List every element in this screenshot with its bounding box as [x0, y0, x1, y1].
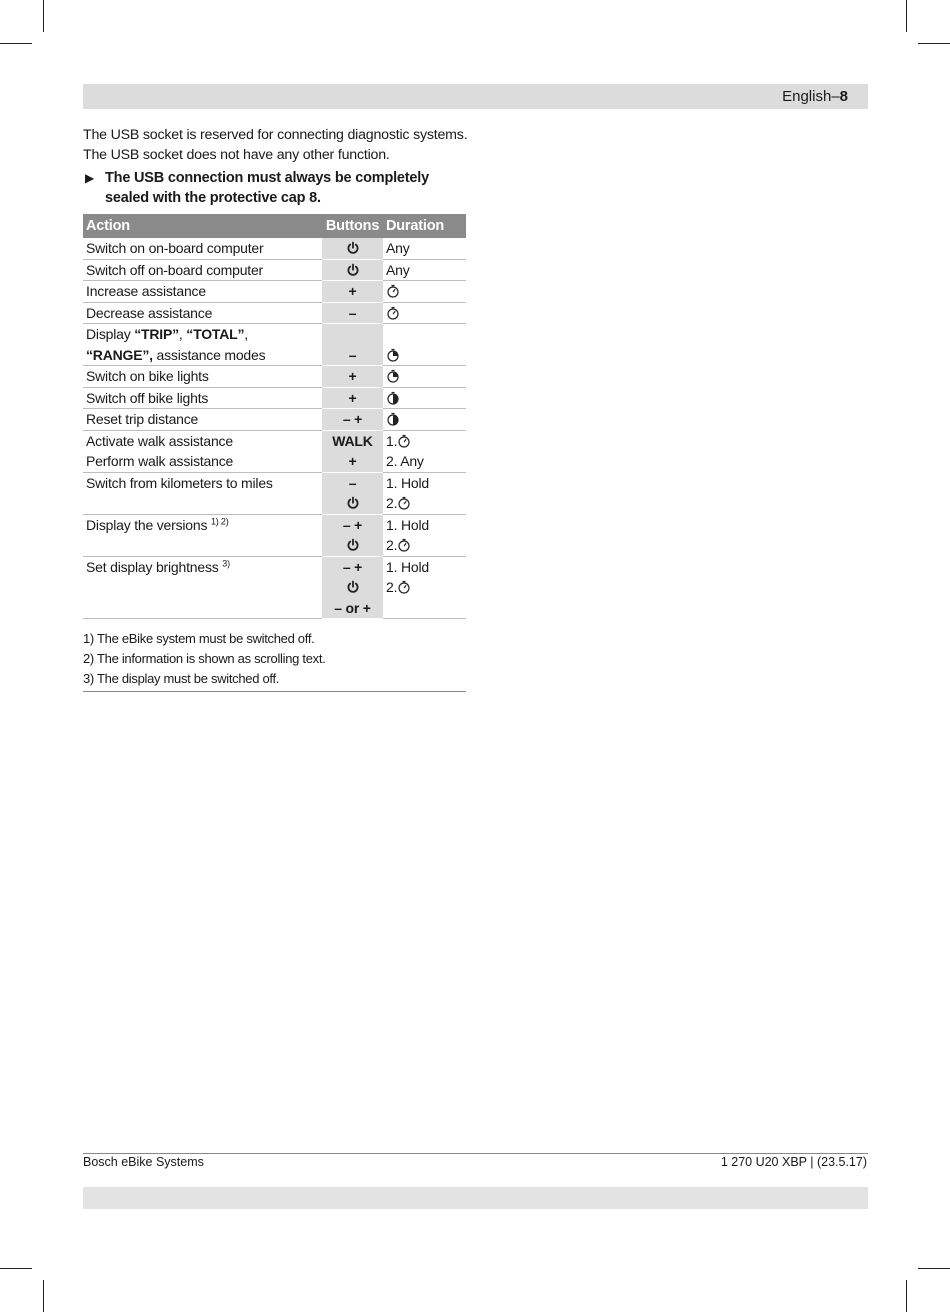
footer-divider	[83, 1153, 868, 1154]
duration-line	[386, 324, 466, 345]
action-cell	[83, 430, 322, 472]
column-header-duration: Duration	[383, 214, 466, 238]
action-cell	[83, 302, 322, 324]
action-line	[86, 451, 322, 472]
table-row	[83, 366, 466, 388]
action-text: Switch on bike lights	[86, 368, 209, 384]
action-cell	[83, 409, 322, 431]
buttons-cell	[322, 430, 383, 472]
button-symbol: +	[348, 283, 357, 299]
duration-cell	[383, 387, 466, 409]
duration-line	[386, 409, 466, 430]
duration-line	[386, 281, 466, 302]
crop-mark	[0, 1268, 32, 1269]
button-line	[322, 303, 383, 324]
duration-cell	[383, 238, 466, 259]
button-line	[322, 473, 383, 494]
button-symbol: – +	[342, 558, 363, 575]
buttons-cell	[322, 259, 383, 281]
power-icon	[346, 579, 360, 595]
action-line	[86, 431, 322, 452]
action-line	[86, 409, 322, 430]
action-line	[86, 281, 322, 302]
buttons-cell	[322, 387, 383, 409]
table-row	[83, 409, 466, 431]
button-line	[322, 493, 383, 514]
action-cell	[83, 472, 322, 514]
button-line	[322, 431, 383, 452]
button-line	[322, 557, 383, 578]
crop-mark	[0, 43, 32, 44]
action-text: Switch on on-board computer	[86, 240, 264, 256]
buttons-cell	[322, 409, 383, 431]
action-text: Switch off on-board computer	[86, 261, 264, 278]
button-line	[322, 260, 383, 281]
footnotes	[83, 629, 466, 692]
duration-step: 2.	[386, 537, 398, 553]
table-row	[83, 281, 466, 303]
duration-step: 2.	[386, 495, 398, 511]
button-line	[322, 281, 383, 302]
warning-text: The USB connection must always be completely sealed with the protective cap 8.	[105, 170, 429, 206]
duration-cell	[383, 556, 466, 618]
button-line	[322, 366, 383, 387]
action-text: ,	[178, 326, 187, 342]
header-separator: –	[831, 88, 840, 105]
duration-cell	[383, 409, 466, 431]
action-line	[86, 345, 322, 366]
action-line	[86, 260, 322, 281]
action-text: “RANGE”,	[86, 346, 153, 363]
duration-cell	[383, 430, 466, 472]
button-symbol: –	[348, 346, 357, 363]
clock-quarter-icon	[386, 368, 400, 384]
stopwatch-icon	[397, 579, 411, 595]
duration-line	[386, 473, 466, 494]
crop-mark	[906, 1280, 907, 1312]
action-text: Activate walk assistance	[86, 432, 233, 449]
duration-text: 1. Hold	[386, 558, 429, 575]
page-header	[83, 84, 868, 109]
duration-step: 1.	[386, 432, 398, 449]
action-text: assistance modes	[152, 346, 266, 363]
duration-line	[386, 535, 466, 556]
button-line	[322, 515, 383, 536]
table-row	[83, 430, 466, 472]
footer-company: Bosch eBike Systems	[83, 1155, 204, 1169]
duration-line	[386, 557, 466, 578]
button-symbol: –	[348, 474, 357, 491]
page-footer-bar	[83, 1187, 868, 1209]
table-header-row	[83, 214, 466, 238]
action-text: “TOTAL”	[186, 326, 245, 342]
crop-mark	[43, 1280, 44, 1312]
button-line	[322, 388, 383, 409]
action-cell	[83, 324, 322, 366]
duration-line	[386, 515, 466, 536]
action-text: Display the versions	[86, 516, 208, 533]
buttons-cell	[322, 556, 383, 618]
action-text: Set display brightness	[86, 558, 219, 575]
intro-paragraph: The USB socket is reserved for connecting diagnostic systems. The USB socket does not have any other function.	[83, 127, 468, 163]
stopwatch-icon	[386, 283, 400, 299]
action-line	[86, 388, 322, 409]
operations-table	[83, 214, 466, 619]
duration-line	[386, 431, 466, 452]
page-number: 8	[839, 88, 848, 105]
duration-cell	[383, 281, 466, 303]
power-icon	[346, 262, 360, 278]
table-row	[83, 324, 466, 366]
buttons-cell	[322, 514, 383, 556]
table-row	[83, 514, 466, 556]
button-symbol: – +	[342, 411, 363, 427]
action-text: Perform walk assistance	[86, 453, 234, 469]
crop-mark	[918, 1268, 950, 1269]
power-icon	[346, 240, 360, 256]
clock-half-icon	[386, 411, 400, 427]
button-line	[322, 535, 383, 556]
action-line	[86, 303, 322, 324]
button-line	[322, 345, 383, 366]
header-language: English	[782, 88, 832, 105]
duration-cell	[383, 324, 466, 366]
stopwatch-icon	[386, 305, 400, 321]
buttons-cell	[322, 238, 383, 259]
clock-half-icon	[386, 390, 400, 406]
table-row	[83, 556, 466, 618]
table-row	[83, 259, 466, 281]
duration-step: 2.	[386, 579, 398, 595]
duration-text: 1. Hold	[386, 516, 429, 533]
footnote-2: 2) The information is shown as scrolling text.	[83, 651, 326, 666]
table-row	[83, 302, 466, 324]
table-row	[83, 472, 466, 514]
button-symbol: +	[348, 453, 357, 469]
crop-mark	[43, 0, 44, 32]
duration-line	[386, 451, 466, 472]
duration-cell	[383, 302, 466, 324]
button-line	[322, 577, 383, 598]
buttons-cell	[322, 302, 383, 324]
crop-mark	[918, 43, 950, 44]
duration-text: 1. Hold	[386, 474, 429, 491]
warning-note	[83, 168, 473, 208]
buttons-cell	[322, 281, 383, 303]
duration-line	[386, 388, 466, 409]
button-symbol: WALK	[332, 432, 373, 449]
triangle-bullet-icon: ▶	[85, 171, 95, 185]
action-line	[86, 238, 322, 259]
duration-cell	[383, 472, 466, 514]
power-icon	[346, 495, 360, 511]
action-text: “TRIP”	[134, 326, 179, 342]
stopwatch-icon	[397, 433, 411, 449]
action-line	[86, 366, 322, 387]
footnote-1: 1) The eBike system must be switched off.	[83, 631, 315, 646]
duration-line	[386, 366, 466, 387]
table-row	[83, 238, 466, 259]
button-line	[322, 598, 383, 619]
action-text: Increase assistance	[86, 283, 206, 299]
button-line	[322, 238, 383, 259]
duration-text: Any	[386, 240, 410, 256]
duration-line	[386, 260, 466, 281]
action-cell	[83, 238, 322, 259]
duration-line	[386, 577, 466, 598]
action-line	[86, 324, 322, 345]
button-line	[322, 409, 383, 430]
buttons-cell	[322, 366, 383, 388]
duration-cell	[383, 366, 466, 388]
button-line	[322, 324, 383, 345]
action-text: Decrease assistance	[86, 304, 213, 321]
action-line	[86, 473, 322, 494]
duration-cell	[383, 259, 466, 281]
action-cell	[83, 259, 322, 281]
duration-line	[386, 238, 466, 259]
duration-text: Any	[386, 261, 410, 278]
duration-line	[386, 345, 466, 366]
action-text: Reset trip distance	[86, 411, 199, 427]
duration-cell	[383, 514, 466, 556]
action-cell	[83, 514, 322, 556]
action-cell	[83, 556, 322, 618]
column-header-action: Action	[83, 214, 322, 238]
action-line	[86, 557, 322, 578]
footnote-ref: 3)	[222, 557, 230, 568]
action-text: ,	[244, 326, 248, 342]
action-text: Switch from kilometers to miles	[86, 474, 273, 491]
action-cell	[83, 366, 322, 388]
table-row	[83, 387, 466, 409]
buttons-cell	[322, 472, 383, 514]
column-header-buttons: Buttons	[322, 214, 383, 238]
stopwatch-icon	[397, 495, 411, 511]
duration-line	[386, 303, 466, 324]
clock-quarter-icon	[386, 347, 400, 363]
action-line	[86, 515, 322, 536]
footer-doc-id: 1 270 U20 XBP | (23.5.17)	[720, 1155, 867, 1169]
button-symbol: +	[348, 389, 357, 406]
crop-mark	[906, 0, 907, 32]
action-text: Switch off bike lights	[86, 389, 209, 406]
duration-text: 2. Any	[386, 453, 424, 469]
button-symbol: – +	[342, 516, 363, 533]
button-symbol: –	[348, 304, 357, 321]
footnote-3: 3) The display must be switched off.	[83, 671, 280, 686]
button-symbol: +	[348, 368, 357, 384]
stopwatch-icon	[397, 537, 411, 553]
action-text: Display	[86, 326, 135, 342]
footnote-ref: 1) 2)	[210, 515, 229, 526]
button-symbol: – or +	[334, 599, 371, 616]
buttons-cell	[322, 324, 383, 366]
duration-line	[386, 493, 466, 514]
action-cell	[83, 387, 322, 409]
power-icon	[346, 537, 360, 553]
button-line	[322, 451, 383, 472]
action-cell	[83, 281, 322, 303]
